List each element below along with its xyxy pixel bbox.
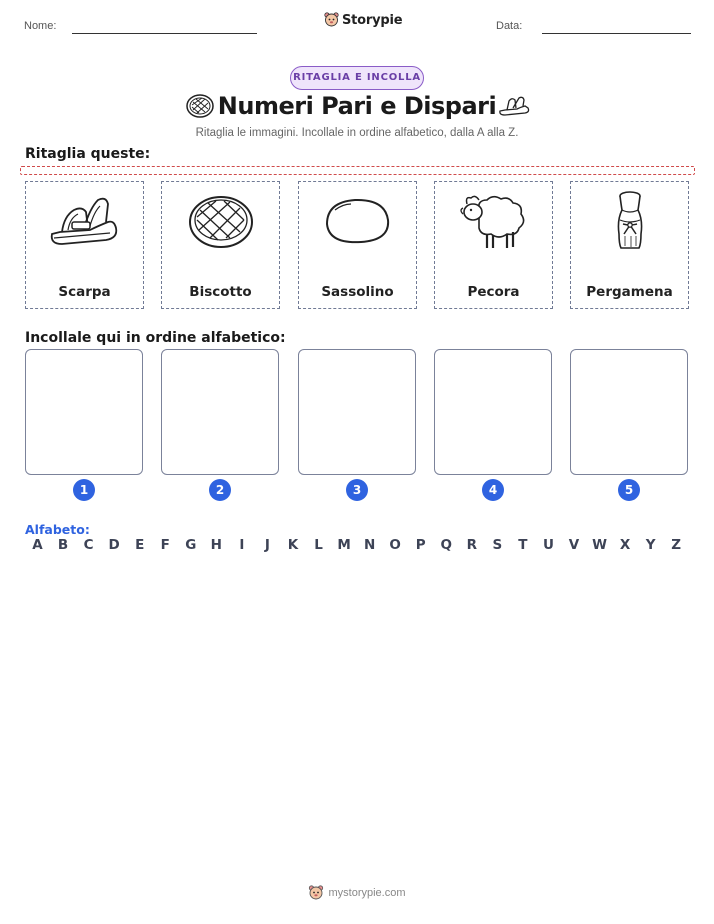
card-label: Biscotto <box>189 284 252 300</box>
cut-card-scarpa[interactable] <box>25 181 144 309</box>
number-badge-5: 5 <box>618 479 640 501</box>
alphabet-letter: U <box>542 537 554 553</box>
alphabet-row <box>25 537 689 553</box>
card-label: Pecora <box>467 284 520 300</box>
cut-line <box>20 166 695 175</box>
activity-badge: RITAGLIA E INCOLLA <box>290 66 424 90</box>
alphabet-letter: P <box>415 537 426 553</box>
storypie-mascot-icon <box>308 885 324 901</box>
alphabet-letter: C <box>83 537 94 553</box>
instructions: Ritaglia le immagini. Incollale in ordine alfabetico, dalla A alla Z. <box>195 127 519 139</box>
alphabet-letter: I <box>239 537 245 553</box>
alphabet-letter: J <box>264 537 270 553</box>
sheep-icon <box>457 190 531 252</box>
paste-box-3[interactable] <box>298 349 416 475</box>
alphabet-letter: W <box>592 537 607 553</box>
pebble-icon <box>321 190 395 252</box>
alphabet-letter: M <box>337 537 351 553</box>
alphabet-letter: B <box>57 537 69 553</box>
paste-box-5[interactable] <box>570 349 688 475</box>
card-label: Pergamena <box>586 284 673 300</box>
alphabet-letter: K <box>287 537 299 553</box>
alphabet-letter: Q <box>440 537 452 553</box>
alphabet-letter: G <box>185 537 197 553</box>
date-label: Data: <box>496 20 523 32</box>
logo-text: Storypie <box>342 12 403 28</box>
alphabet-letter: F <box>160 537 170 553</box>
alphabet-label: Alfabeto: <box>25 522 90 537</box>
number-badge-1: 1 <box>73 479 95 501</box>
cut-card-pecora[interactable] <box>434 181 553 309</box>
number-badge-4: 4 <box>482 479 504 501</box>
paste-box-2[interactable] <box>161 349 279 475</box>
alphabet-letter: R <box>466 537 477 553</box>
cut-card-biscotto[interactable] <box>161 181 280 309</box>
date-line[interactable] <box>542 33 691 34</box>
sandal-decor-icon <box>497 93 531 119</box>
sandal-icon <box>48 190 122 252</box>
alphabet-letter: Y <box>645 537 656 553</box>
number-badge-3: 3 <box>346 479 368 501</box>
alphabet-letter: O <box>389 537 401 553</box>
alphabet-letter: Z <box>671 537 682 553</box>
card-label: Scarpa <box>58 284 111 300</box>
alphabet-letter: S <box>492 537 503 553</box>
alphabet-letter: L <box>314 537 323 553</box>
storypie-logo <box>324 12 402 28</box>
paste-box-4[interactable] <box>434 349 552 475</box>
alphabet-letter: A <box>32 537 43 553</box>
cookie-icon <box>184 190 258 252</box>
footer <box>0 885 714 901</box>
alphabet-letter: N <box>363 537 376 553</box>
cut-card-sassolino[interactable] <box>298 181 417 309</box>
cut-card-pergamena[interactable] <box>570 181 689 309</box>
alphabet-letter: E <box>135 537 145 553</box>
page-title: Numeri Pari e Dispari <box>217 92 497 120</box>
name-label: Nome: <box>24 20 57 32</box>
alphabet-letter: H <box>210 537 222 553</box>
name-line[interactable] <box>72 33 257 34</box>
paste-section-label: Incollale qui in ordine alfabetico: <box>25 330 286 346</box>
alphabet-letter: D <box>108 537 120 553</box>
alphabet-letter: V <box>568 537 580 553</box>
paste-box-1[interactable] <box>25 349 143 475</box>
alphabet-letter: T <box>518 537 528 553</box>
number-badge-2: 2 <box>209 479 231 501</box>
storypie-mascot-icon <box>324 12 339 28</box>
cut-section-label: Ritaglia queste: <box>25 146 151 162</box>
footer-url[interactable]: mystorypie.com <box>328 887 406 899</box>
scroll-icon <box>593 190 667 252</box>
card-label: Sassolino <box>321 284 394 300</box>
alphabet-letter: X <box>619 537 631 553</box>
